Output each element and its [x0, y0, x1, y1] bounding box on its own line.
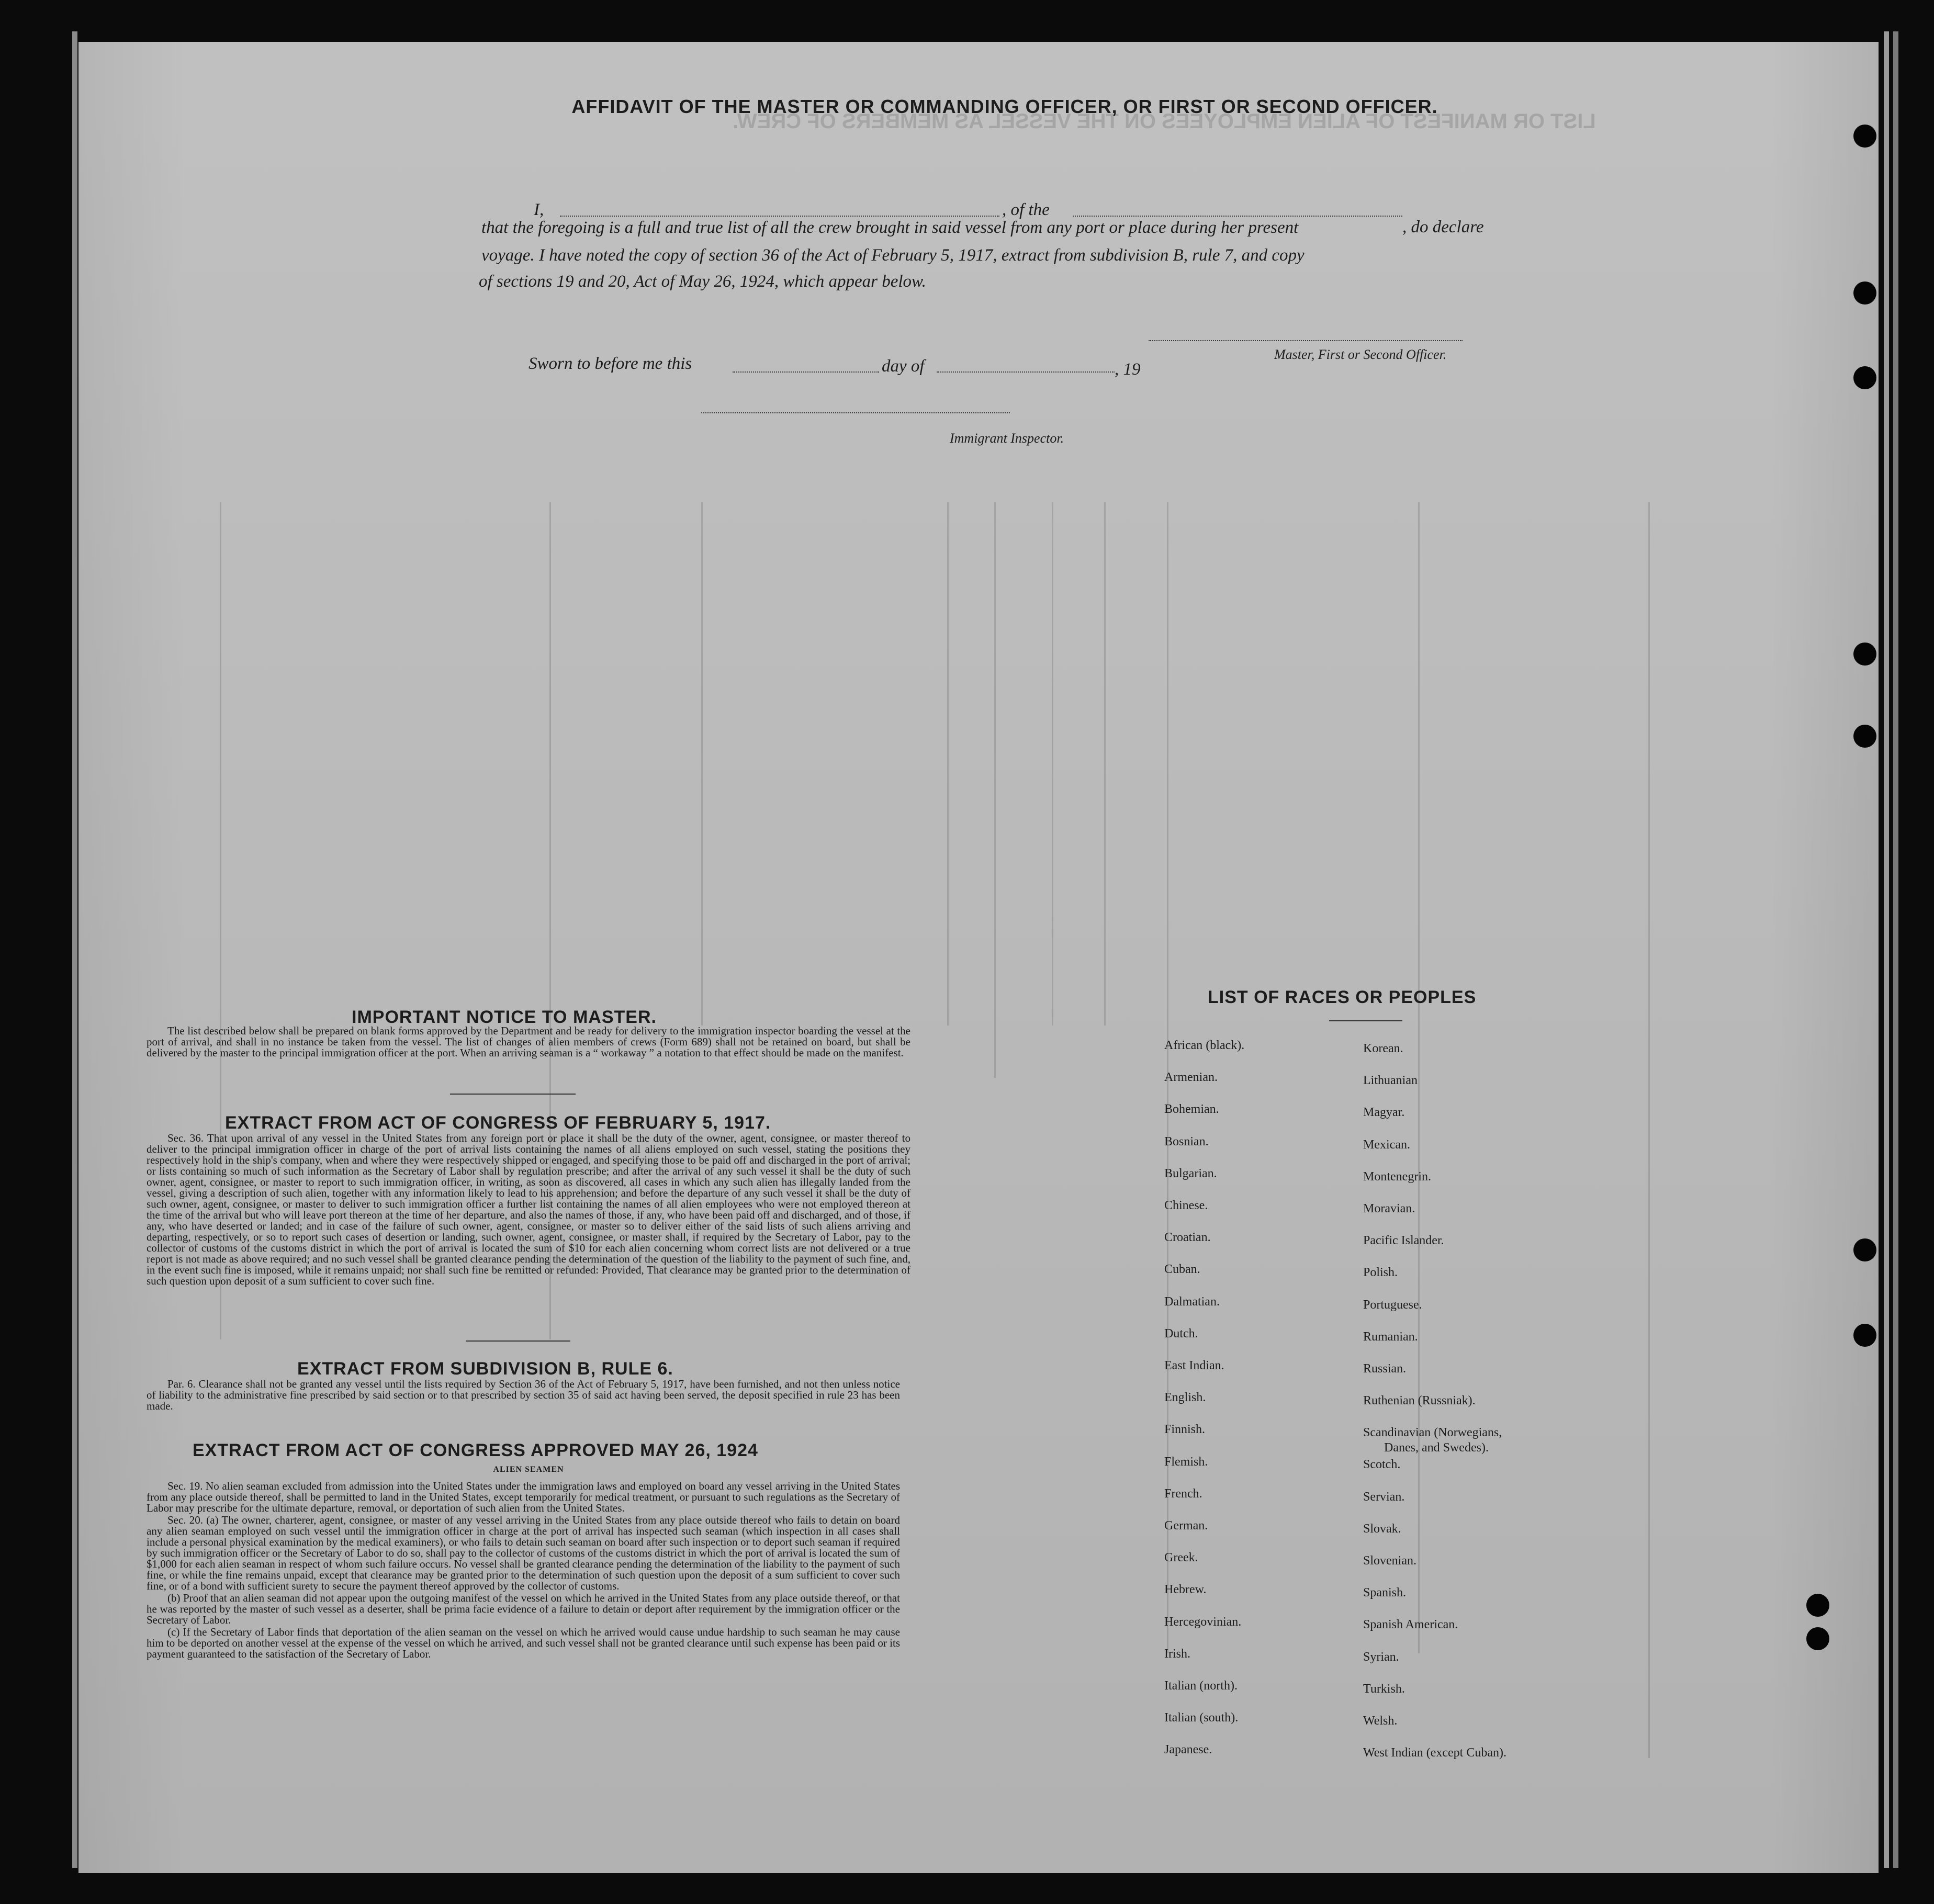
race-item: Moravian.: [1363, 1202, 1415, 1215]
master-signature-blank: [1149, 340, 1463, 341]
race-item: French.: [1164, 1486, 1202, 1501]
bleed-column-rule: [1648, 502, 1650, 1758]
race-item: West Indian (except Cuban).: [1363, 1746, 1506, 1760]
extract-1924-title: EXTRACT FROM ACT OF CONGRESS APPROVED MAY 26, 1924: [193, 1440, 758, 1460]
subdivision-text: [147, 1379, 900, 1413]
affidavit-title: AFFIDAVIT OF THE MASTER OR COMMANDING OFFICER, OR FIRST OR SECOND OFFICER.: [571, 96, 1438, 117]
alien-seamen-subtitle: ALIEN SEAMEN: [493, 1465, 564, 1474]
race-item: Dutch.: [1164, 1326, 1198, 1340]
bleed-column-rule: [1052, 502, 1053, 1026]
binder-hole: [1853, 366, 1876, 389]
race-item: Greek.: [1164, 1551, 1198, 1565]
race-item: Servian.: [1363, 1490, 1405, 1504]
day-of-text: day of: [882, 357, 925, 376]
bleed-column-rule: [947, 502, 949, 1026]
bleed-column-rule: [701, 502, 703, 1026]
race-item: Spanish American.: [1363, 1618, 1458, 1632]
race-item: Chinese.: [1164, 1199, 1208, 1212]
bleed-column-rule: [1104, 502, 1106, 1026]
race-item: Bulgarian.: [1164, 1166, 1217, 1180]
race-item: Polish.: [1363, 1266, 1398, 1280]
affidavit-of-the: , of the: [1002, 200, 1050, 219]
race-item: Russian.: [1363, 1362, 1407, 1376]
affidavit-declare: , do declare: [1402, 218, 1484, 236]
race-item: Lithuanian: [1363, 1074, 1418, 1088]
race-item: Flemish.: [1164, 1455, 1208, 1469]
race-item: Syrian.: [1363, 1650, 1399, 1664]
extract-1917-title: EXTRACT FROM ACT OF CONGRESS OF FEBRUARY 5, 1917.: [225, 1113, 771, 1133]
name-blank: [560, 216, 999, 217]
sec19-paragraph: Sec. 19. No alien seaman excluded from admission into the United States under the immigration laws and employed on board any vessel arriving in the United States from any place outside thereof, shall be permitted to land in the United States, except temporarily for medical treatment, or pursuant to such regulations as the Secretary of Labor may prescribe for the ultimate departure, removal, or deportation of such alien from the United States.: [147, 1480, 900, 1514]
race-item: East Indian.: [1164, 1359, 1224, 1372]
race-item: Ruthenian (Russniak).: [1363, 1394, 1476, 1408]
extract-1924-text: [147, 1481, 900, 1661]
binder-hole: [1853, 725, 1876, 748]
race-item: Italian (south).: [1164, 1711, 1239, 1725]
notice-paragraph: The list described below shall be prepared on blank forms approved by the Department and be ready for delivery to the immigration inspector boarding the vessel at the port of arrival, and shall in no instance be taken from the vessel. The list of changes of alien members of crews (Form 689) shall not be retained on board, but shall be delivered by the master to the principal immigration officer at the port. When an arriving seaman is a “ workaway ” a notation to that effect should be made on the manifest.: [147, 1024, 910, 1059]
year-text: , 19: [1115, 360, 1141, 379]
affidavit-line-3: voyage. I have noted the copy of section 36 of the Act of February 5, 1917, extract from subdivision B, rule 7, and copy: [481, 246, 1305, 265]
race-item: Portuguese.: [1363, 1298, 1422, 1312]
race-item: Slovenian.: [1363, 1554, 1416, 1568]
race-item: Montenegrin.: [1363, 1169, 1431, 1184]
binder-hole: [1853, 643, 1876, 666]
race-item: Mexican.: [1363, 1137, 1410, 1152]
separator: [450, 1094, 576, 1095]
binder-hole: [1806, 1627, 1829, 1650]
race-item: Slovak.: [1363, 1522, 1401, 1536]
bleed-through-text: LIST OR MANIFEST OF ALIEN EMPLOYEES ON THE VESSEL AS MEMBERS OF CREW.: [733, 110, 1596, 133]
race-item: Welsh.: [1363, 1714, 1398, 1728]
race-item: Finnish.: [1164, 1423, 1206, 1437]
page-edge: [1884, 31, 1889, 1868]
day-blank: [733, 371, 879, 373]
race-item: Scandinavian (Norwegians,: [1363, 1426, 1502, 1440]
notice-title: IMPORTANT NOTICE TO MASTER.: [352, 1007, 657, 1027]
race-item: Italian (north).: [1164, 1679, 1238, 1693]
notice-text: [147, 1026, 910, 1060]
race-item: Magyar.: [1363, 1106, 1405, 1120]
affidavit-line-4: of sections 19 and 20, Act of May 26, 1924, which appear below.: [479, 272, 926, 291]
race-item: Bohemian.: [1164, 1102, 1219, 1117]
race-item: Japanese.: [1164, 1743, 1212, 1757]
separator: [1329, 1020, 1402, 1021]
race-item: Cuban.: [1164, 1263, 1200, 1277]
race-item: Dalmatian.: [1164, 1294, 1220, 1309]
sec20a-paragraph: Sec. 20. (a) The owner, charterer, agent, consignee, or master of any vessel arriving in the United States from any place outside thereof who fails to detain on board any alien seaman employed on such vessel until the immigration officer in charge at the port of arrival has inspected such seaman (which inspection in all cases shall include a personal physical examination by the medical examiners), or who fails to detain such seaman on board after such inspection or to deport such seaman if required by such immigration officer or the Secretary of Labor to do so, shall pay to the collector of customs of the customs district in which the port of arrival is located the sum of $1,000 for each alien seaman in respect of whom such failure occurs. No vessel shall be granted clearance pending the determination of the liability to the payment of such fine, or while the fine remains unpaid, except that clearance may be granted prior to the determination of such question upon the deposit of a sum sufficient to cover such fine, or of a bond with sufficient surety to secure the payment thereof approved by the collector of customs.: [147, 1514, 900, 1592]
race-item: Korean.: [1363, 1042, 1403, 1055]
race-item: Armenian.: [1164, 1071, 1218, 1085]
race-item: German.: [1164, 1519, 1208, 1533]
race-item: African (black).: [1164, 1039, 1245, 1052]
vessel-blank: [1073, 216, 1402, 217]
race-item: Spanish.: [1363, 1586, 1407, 1600]
extract-1917-text: [147, 1133, 910, 1288]
page-edge: [72, 31, 77, 1868]
race-item: Irish.: [1164, 1647, 1190, 1661]
bleed-column-rule: [994, 502, 996, 1078]
subdivision-title: EXTRACT FROM SUBDIVISION B, RULE 6.: [297, 1359, 673, 1379]
binder-hole: [1853, 1324, 1876, 1347]
race-item: Bosnian.: [1164, 1134, 1209, 1148]
binder-hole: [1853, 281, 1876, 305]
race-item: Scotch.: [1363, 1458, 1401, 1472]
sworn-text: Sworn to before me this: [529, 354, 692, 373]
par6-paragraph: Par. 6. Clearance shall not be granted any vessel until the lists required by Section 36 of the Act of February 5, 1917, have been furnished, and not then unless notice of liability to the administrative fine prescribed by said section or to that prescribed by section 35 of said act having been served, the deposit specified in rule 23 has been made.: [147, 1378, 900, 1412]
race-item: Rumanian.: [1363, 1330, 1418, 1344]
race-item: Croatian.: [1164, 1231, 1211, 1245]
affidavit-line-2: that the foregoing is a full and true list of all the crew brought in said vessel from any port or place during her present: [481, 218, 1299, 237]
inspector-signature-blank: [701, 412, 1010, 413]
master-label: Master, First or Second Officer.: [1274, 347, 1447, 362]
binder-hole: [1853, 125, 1876, 148]
race-item: English.: [1164, 1391, 1206, 1405]
page-edge: [1893, 31, 1898, 1868]
binder-hole: [1806, 1594, 1829, 1617]
binder-hole: [1853, 1238, 1876, 1261]
race-item: Danes, and Swedes).: [1384, 1441, 1489, 1455]
race-item: Turkish.: [1363, 1682, 1405, 1696]
race-item: Hercegovinian.: [1164, 1615, 1242, 1629]
sec20c-paragraph: (c) If the Secretary of Labor finds that deportation of the alien seaman on the vessel on which he arrived would cause undue hardship to such seaman he may cause him to be deported on another vessel at the expense of the vessel on which he arrived, and such vessel shall not be granted clearance until such expense has been paid or its payment guaranteed to the satisfaction of the Secretary of Labor.: [147, 1626, 900, 1660]
affidavit-i: I,: [534, 200, 544, 219]
races-title: LIST OF RACES OR PEOPLES: [1208, 987, 1477, 1007]
race-item: Hebrew.: [1164, 1583, 1207, 1597]
bleed-column-rule: [1418, 502, 1420, 1653]
inspector-label: Immigrant Inspector.: [950, 431, 1064, 446]
month-blank: [937, 371, 1115, 373]
sec36-paragraph: Sec. 36. That upon arrival of any vessel in the United States from any foreign port or place it shall be the duty of the owner, agent, consignee, or master thereof to deliver to the principal immigration officer in charge of the port of arrival lists containing the names of all aliens employed on such vessel, stating the positions they respectively hold in the ship's company, when and where they were respectively shipped or engaged, and specifying those to be paid off and discharged in the port of arrival; or lists containing so much of such information as the Secretary of Labor shall by regulation prescribe; and after the arrival of any such vessel it shall be the duty of such owner, agent, consignee, or master to report to such immigration officer, in writing, as soon as discovered, all cases in which any such alien has illegally landed from the vessel, giving a description of such alien, together with any information likely to lead to his apprehension; and before the departure of any such vessel it shall be the duty of such owner, agent, consignee, or master to deliver to such immigration officer a further list containing the names of all alien employees who were not employed thereon at the time of the arrival but who will leave port thereon at the time of her departure, and also the names of those, if any, who have been paid off and discharged, and of those, if any, who have deserted or landed; and in case of the failure of such owner, agent, consignee, or master so to deliver either of the said lists of such aliens arriving and departing, respectively, or so to report such cases of desertion or landing, such owner, agent, consignee, or master shall, if required by the Secretary of Labor, pay to the collector of customs of the customs district in which the port of arrival is located the sum of $10 for each alien concerning whom correct lists are not delivered or a true report is not made as above required; and no such vessel shall be granted clearance pending the determination of the question of the liability to the payment of such fine, and, in the event such fine is imposed, while it remains unpaid; nor shall such fine be remitted or refunded: Provided, That clearance may be granted prior to the determination of such question upon deposit of a sum sufficient to cover such fine.: [147, 1132, 910, 1287]
race-item: Pacific Islander.: [1363, 1234, 1444, 1248]
sec20b-paragraph: (b) Proof that an alien seaman did not appear upon the outgoing manifest of the vessel on which he arrived in the United States from any place outside thereof, or that he was reported by the master of such vessel as a deserter, shall be prima facie evidence of a failure to detain or deport after requirement by the immigration officer or the Secretary of Labor.: [147, 1592, 900, 1626]
separator: [466, 1340, 570, 1342]
